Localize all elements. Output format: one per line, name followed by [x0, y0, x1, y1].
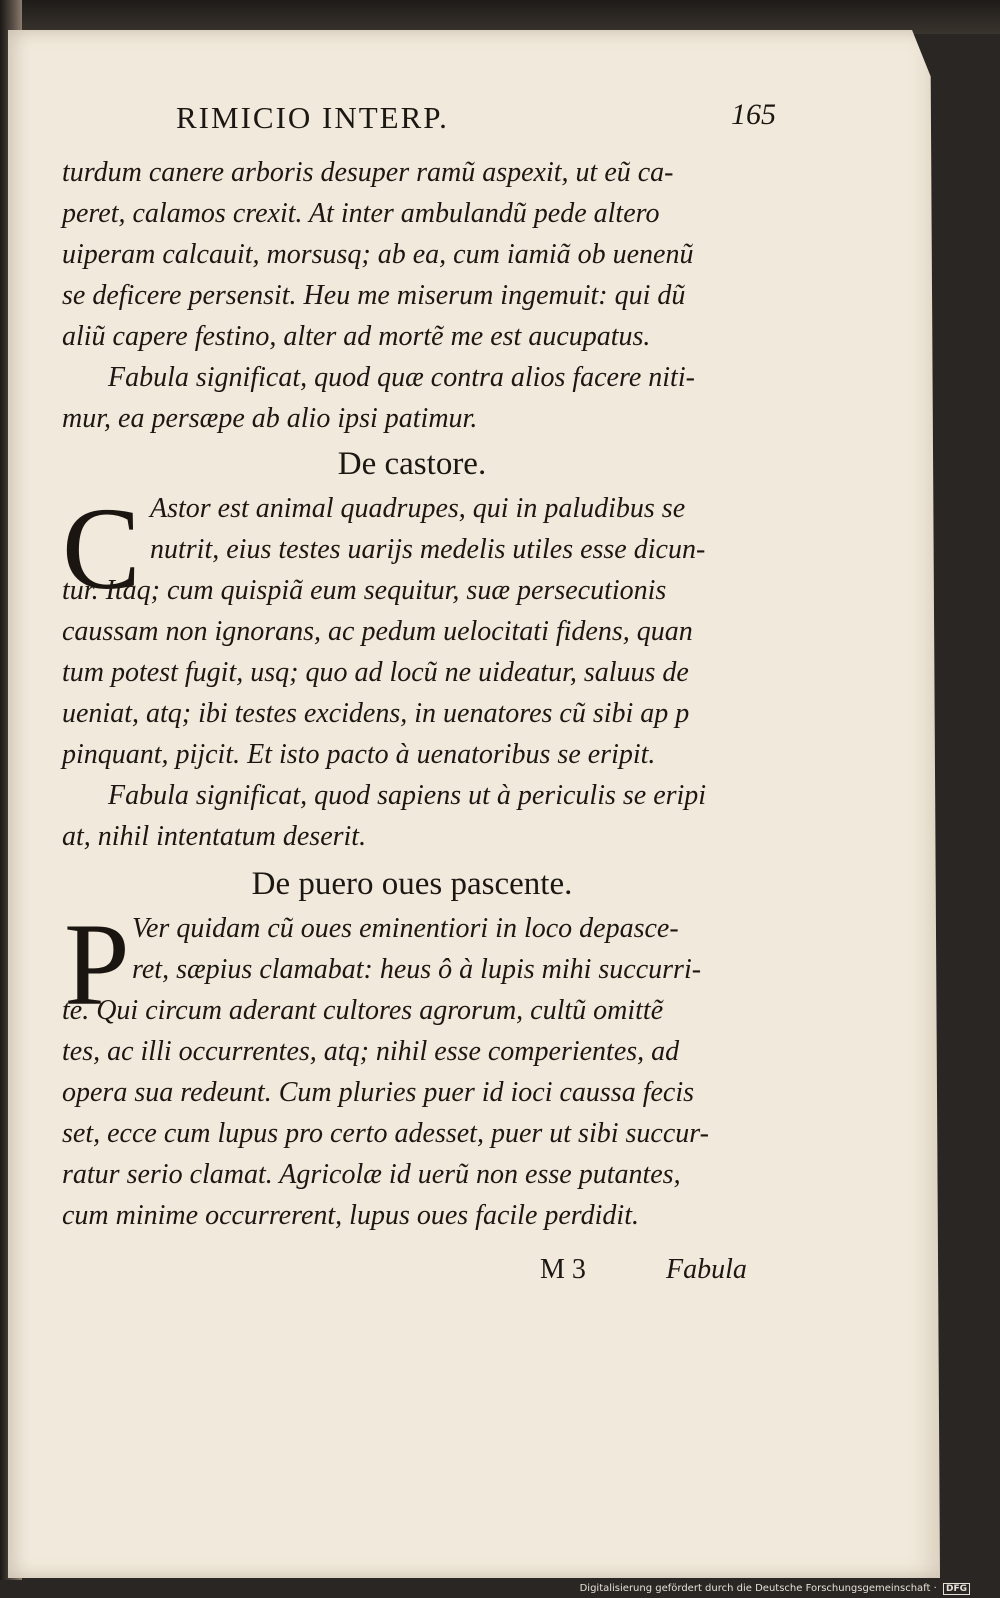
section-title-puer: De puero oues pascente. — [251, 866, 573, 902]
text-line: cum minime occurrerent, lupus oues facile perdidit. — [62, 1200, 639, 1231]
text-line: turdum canere arboris desuper ramũ aspexit, ut eũ ca- — [62, 157, 674, 188]
moral-line: at, nihil intentatum deserit. — [62, 821, 367, 852]
text-line: opera sua redeunt. Cum pluries puer id ioci caussa fecis — [62, 1077, 695, 1108]
text-line: se deficere persensit. Heu me miserum ingemuit: qui dũ — [62, 280, 686, 311]
puer-text — [62, 899, 762, 1236]
scan-background-top — [0, 0, 1000, 34]
text-line: tes, ac illi occurrentes, atq; nihil esse comperientes, ad — [62, 1036, 680, 1067]
signature-mark: M 3 — [540, 1254, 586, 1285]
text-line: te. Qui circum aderant cultores agrorum, cultũ omittẽ — [62, 995, 664, 1026]
drop-cap-p: P — [64, 899, 130, 1030]
page-number: 165 — [731, 98, 776, 131]
text-line: Ver quidam cũ oues eminentiori in loco depasce- — [132, 913, 679, 944]
dfg-logo: DFG — [943, 1583, 970, 1595]
text-line: set, ecce cum lupus pro certo adesset, puer ut sibi succur- — [62, 1118, 709, 1149]
text-line: ueniat, atq; ibi testes excidens, in uenatores cũ sibi ap p — [62, 698, 690, 729]
text-line: ratur serio clamat. Agricolæ id uerũ non esse putantes, — [62, 1159, 681, 1190]
text-line: tum potest fugit, usq; quo ad locũ ne uideatur, saluus de — [62, 657, 689, 688]
text-line: ret, sæpius clamabat: heus ô à lupis mihi succurri- — [132, 954, 702, 985]
credit-text: Digitalisierung gefördert durch die Deutsche Forschungsgemeinschaft · — [579, 1583, 937, 1594]
text-line: tur. Itaq; cum quispiã eum sequitur, suæ persecutionis — [62, 575, 667, 606]
castor-text — [62, 483, 762, 857]
text-line: uiperam calcauit, morsusq; ab ea, cum iamiã ob uenenũ — [62, 239, 694, 270]
catchword: Fabula — [666, 1254, 747, 1285]
text-line: nutrit, eius testes uarijs medelis utiles esse dicun- — [150, 534, 706, 565]
drop-cap-c: C — [62, 483, 141, 614]
fable-end-text — [62, 152, 762, 439]
moral-line: Fabula significat, quod sapiens ut à periculis se eripi — [108, 780, 707, 811]
running-header — [176, 100, 776, 140]
section-title-castor: De castore. — [337, 446, 487, 482]
text-line: Astor est animal quadrupes, qui in paludibus se — [150, 493, 686, 524]
moral-line: Fabula significat, quod quæ contra alios facere niti- — [108, 362, 695, 393]
text-line: caussam non ignorans, ac pedum uelocitati fidens, quan — [62, 616, 693, 647]
running-title: RIMICIO INTERP. — [176, 100, 449, 135]
text-line: peret, calamos crexit. At inter ambulandũ pede altero — [62, 198, 660, 229]
moral-line: mur, ea persæpe ab alio ipsi patimur. — [62, 403, 478, 434]
text-line: pinquant, pijcit. Et isto pacto à uenatoribus se eripit. — [62, 739, 656, 770]
text-line: aliũ capere festino, alter ad mortẽ me est aucupatus. — [62, 321, 651, 352]
digitization-credit — [580, 1583, 970, 1595]
